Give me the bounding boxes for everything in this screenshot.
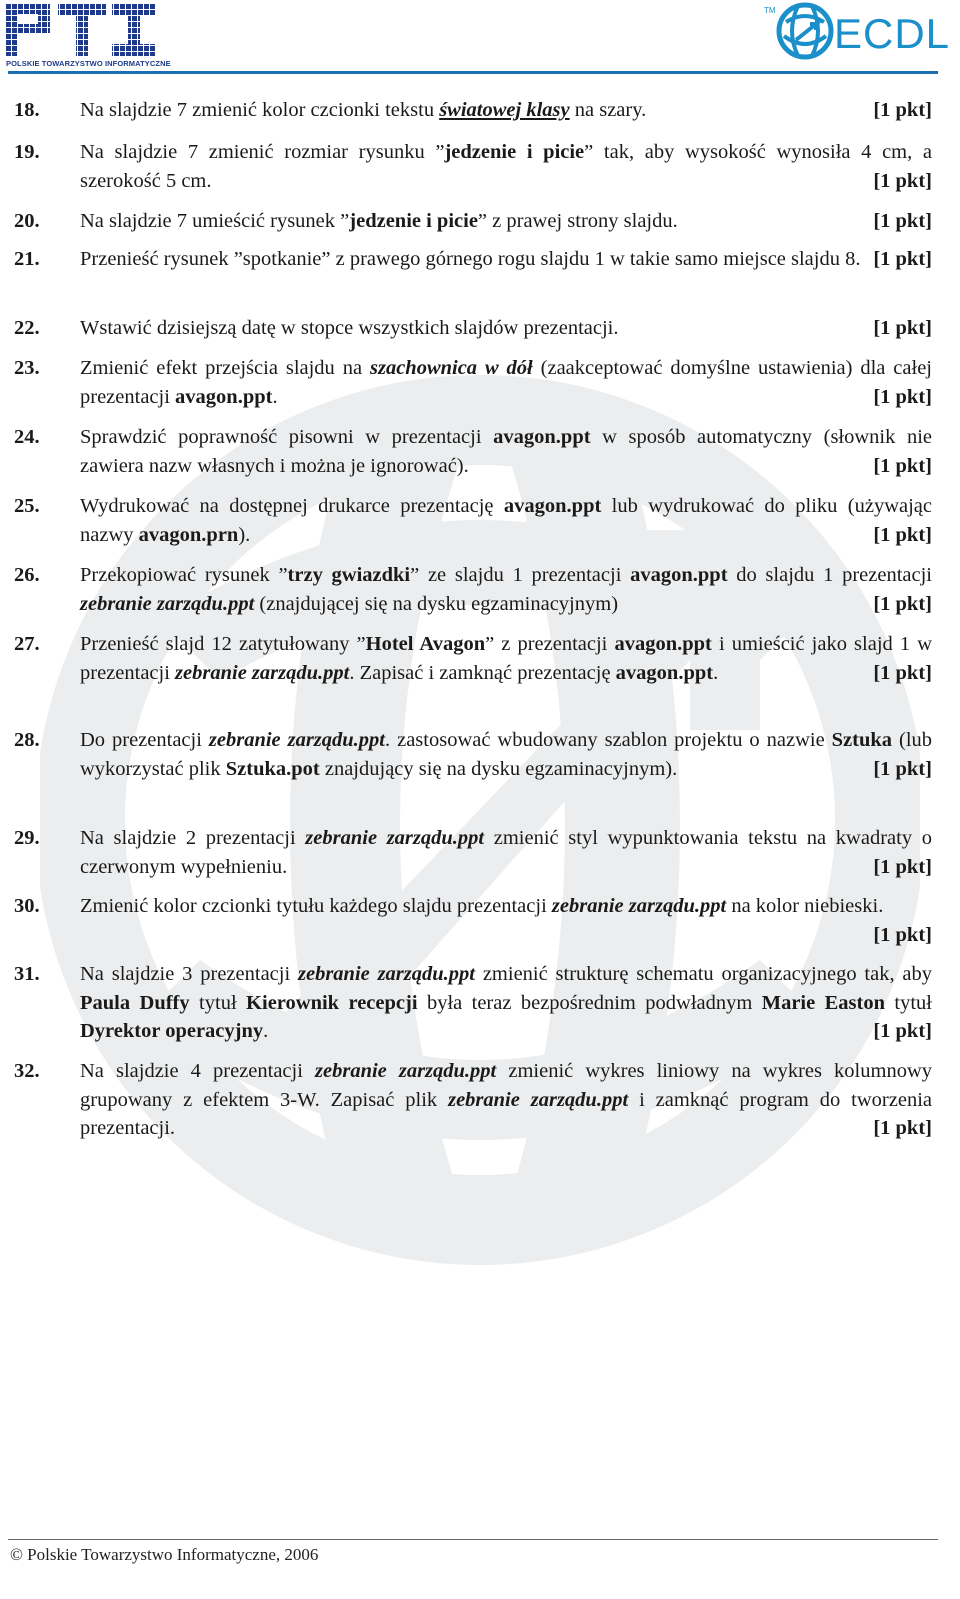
task-text-bold: avagon.ppt <box>493 426 591 448</box>
task-text-run: zmienić wykres liniowy na wykres kolumnowy grupowany z efektem 3-W. Zapisać plik <box>80 1060 933 1111</box>
footer-divider <box>8 1539 938 1540</box>
task-text <box>80 561 932 618</box>
task-text-run: Do prezentacji <box>80 729 209 751</box>
task-text-run: . <box>272 385 278 408</box>
pti-logo-graphic <box>6 4 158 58</box>
task-text-run: lub wydrukować do pliku (używając nazwy <box>80 495 932 546</box>
task-text-run: zmienić styl wypunktowania tekstu na kwadraty o czerwonym wypełnieniu. <box>80 827 932 878</box>
task-number: 18. <box>14 99 40 121</box>
task-filename: zebranie zarządu.ppt <box>305 827 485 849</box>
task-filename: zebranie zarządu.ppt <box>208 729 386 751</box>
task-points: [1 pkt] <box>873 210 932 232</box>
task-number: 24. <box>14 426 40 448</box>
task-points: [1 pkt] <box>873 523 932 546</box>
task-text-bold: Paula Duffy <box>80 991 190 1014</box>
task-points: [1 pkt] <box>873 757 932 780</box>
task-number: 32. <box>14 1060 40 1082</box>
task-text-run: ” tak, aby wysokość wynosiła 4 cm, a szerokość 5 cm. <box>80 141 932 192</box>
task-text-bold: avagon.ppt <box>630 564 728 586</box>
task-text-bold: avagon.ppt <box>615 661 714 684</box>
task-text <box>80 892 932 949</box>
task-number: 23. <box>14 357 40 379</box>
task-text-bold: avagon.ppt <box>503 495 602 517</box>
task-text-run: zmienić strukturę schematu organizacyjnego tak, aby <box>475 963 933 985</box>
task-text-run: na kolor niebieski. <box>726 895 884 917</box>
footer-copyright: © Polskie Towarzystwo Informatyczne, 2006 <box>10 1545 319 1564</box>
task-points: [1 pkt] <box>873 169 932 192</box>
task-text-run: i zamknąć program do tworzenia prezentacji. <box>80 1088 932 1140</box>
task-text-bold: jedzenie i picie <box>349 210 478 232</box>
task-number: 30. <box>14 895 40 917</box>
task-text-run: Na slajdzie 4 prezentacji <box>80 1060 316 1082</box>
task-number: 21. <box>14 248 40 270</box>
task-number: 27. <box>14 633 40 655</box>
task-text-run: Na slajdzie 3 prezentacji <box>80 963 298 985</box>
task-filename: zebranie zarządu.ppt <box>175 661 350 684</box>
ecdl-wordmark: ECDL <box>834 10 951 57</box>
task-text <box>80 492 932 549</box>
task-text <box>80 1057 932 1143</box>
task-text-bold: Marie Easton <box>761 991 885 1014</box>
trademark-mark: TM <box>764 6 776 15</box>
task-number: 19. <box>14 141 40 163</box>
task-text-run: tytuł <box>189 991 247 1014</box>
task-text <box>80 354 932 411</box>
task-text-run: Wydrukować na dostępnej drukarce prezentację <box>80 495 504 517</box>
task-text <box>80 726 932 783</box>
task-text-run: do slajdu 1 prezentacji <box>727 564 932 586</box>
task-text-bold: Dyrektor operacyjny <box>80 1020 264 1043</box>
task-text-run: . Zapisać i zamknąć prezentację <box>349 661 616 684</box>
task-text-run: Wstawić dzisiejszą datę w stopce wszystkich slajdów prezentacji. <box>80 317 619 339</box>
header-divider <box>8 71 938 74</box>
task-points: [1 pkt] <box>873 454 932 477</box>
task-text-run: Na slajdzie 7 zmienić rozmiar rysunku ” <box>80 141 445 163</box>
ecdl-globe-icon <box>776 2 834 60</box>
task-text-bold: avagon.ppt <box>175 385 273 408</box>
task-points: [1 pkt] <box>873 99 932 121</box>
task-filename: zebranie zarządu.ppt <box>298 963 475 985</box>
task-number: 20. <box>14 210 40 232</box>
task-text-bold: Hotel Avagon <box>365 633 486 655</box>
task-text-run: Na slajdzie 7 umieścić rysunek ” <box>80 210 350 232</box>
task-text-run: Zmienić kolor czcionki tytułu każdego slajdu prezentacji <box>80 895 552 917</box>
ecdl-logo <box>764 2 951 62</box>
task-points: [1 pkt] <box>873 661 932 684</box>
task-text-run: Zmienić efekt przejścia slajdu na <box>80 357 370 379</box>
task-points: [1 pkt] <box>873 248 932 270</box>
task-points: [1 pkt] <box>873 317 932 339</box>
task-text-run: ). <box>238 523 251 546</box>
task-text-bold: jedzenie i picie <box>444 141 585 163</box>
task-text-bold: avagon.ppt <box>614 633 712 655</box>
task-text-run: (znajdującej się na dysku egzaminacyjnym) <box>254 592 619 615</box>
task-points: [1 pkt] <box>873 385 932 408</box>
task-text-bold: trzy gwiazdki <box>287 564 411 586</box>
task-filename: zebranie zarządu.ppt <box>315 1060 497 1082</box>
task-text-bold: avagon.prn <box>138 523 239 546</box>
task-text-run: . <box>263 1020 269 1043</box>
task-text-run: znajdujący się na dysku egzaminacyjnym). <box>319 757 678 780</box>
task-text-run: Przekopiować rysunek ” <box>80 564 288 586</box>
task-points: [1 pkt] <box>873 592 932 615</box>
task-filename: zebranie zarządu.ppt <box>448 1088 629 1111</box>
task-text-bold: Sztuka.pot <box>225 757 320 780</box>
task-text-run: tytuł <box>885 991 932 1014</box>
task-text-run: Przenieść rysunek ”spotkanie” z prawego górnego rogu slajdu 1 w takie samo miejsce slajdu 8. <box>80 248 861 270</box>
pti-logo <box>6 4 171 68</box>
pti-caption: POLSKIE TOWARZYSTWO INFORMATYCZNE <box>6 59 171 68</box>
task-text-run: była teraz bezpośrednim podwładnym <box>417 991 762 1014</box>
task-number: 25. <box>14 495 40 517</box>
task-text-run: ” z prezentacji <box>485 633 615 655</box>
task-text-run: ” z prawej strony slajdu. <box>477 210 678 232</box>
task-text-run: (zaakceptować domyślne ustawienia) dla całej prezentacji <box>80 357 932 408</box>
task-number: 31. <box>14 963 40 985</box>
task-text <box>80 207 932 236</box>
task-filename: zebranie zarządu.ppt <box>551 895 727 917</box>
task-points: [1 pkt] <box>873 923 932 946</box>
task-number: 26. <box>14 564 40 586</box>
task-text-run: w sposób automatyczny (słownik nie zawiera nazw własnych i można je ignorować). <box>80 426 932 477</box>
task-text-run: na szary. <box>569 99 647 121</box>
task-text <box>80 630 932 687</box>
task-points: [1 pkt] <box>873 1117 932 1140</box>
task-text-run: Na slajdzie 2 prezentacji <box>80 827 306 849</box>
task-points: [1 pkt] <box>873 855 932 878</box>
task-text <box>80 245 932 274</box>
task-text <box>80 96 932 125</box>
task-text-run: Na slajdzie 7 zmienić kolor czcionki tekstu <box>80 99 440 121</box>
task-text-run: Sprawdzić poprawność pisowni w prezentacji <box>80 426 494 448</box>
task-filename: szachownica w dół <box>369 357 533 379</box>
task-text <box>80 960 932 1046</box>
task-text <box>80 314 932 343</box>
task-text-run: i umieścić jako slajd 1 w prezentacji <box>80 633 933 684</box>
task-number: 28. <box>14 729 40 751</box>
task-text-run: . <box>713 661 719 684</box>
task-text-emphasis: światowej klasy <box>439 99 570 121</box>
task-text <box>80 824 932 881</box>
task-points: [1 pkt] <box>873 1020 932 1043</box>
task-text-bold: Kierownik recepcji <box>246 991 418 1014</box>
task-number: 29. <box>14 827 40 849</box>
task-text <box>80 423 932 480</box>
task-text-run: (lub wykorzystać plik <box>80 729 933 780</box>
task-text-run: ” ze slajdu 1 prezentacji <box>410 564 631 586</box>
task-text-bold: Sztuka <box>831 729 893 751</box>
task-text-run: . zastosować wbudowany szablon projektu o nazwie <box>385 729 832 751</box>
task-text-run: Przenieść slajd 12 zatytułowany ” <box>80 633 366 655</box>
task-filename: zebranie zarządu.ppt <box>80 592 255 615</box>
task-number: 22. <box>14 317 40 339</box>
page-header <box>0 0 960 76</box>
task-text <box>80 138 932 195</box>
